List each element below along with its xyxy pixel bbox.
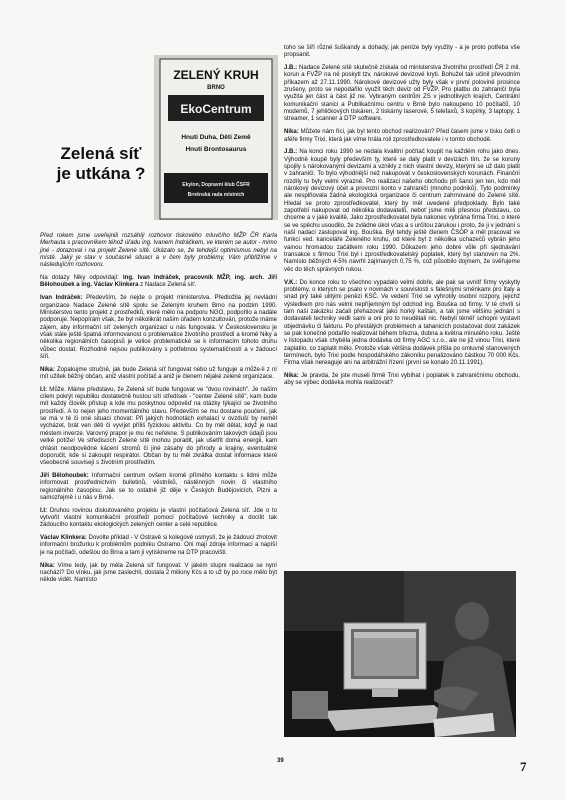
speaker: Václav Klinkera: (40, 535, 87, 542)
sign-line-5: Hnutí Brontosaurus (185, 146, 247, 153)
paragraph (40, 367, 277, 382)
page-number: 7 (520, 759, 527, 774)
paragraph-text: Můžete nám říci, jak byl tento obchod realizován? Před časem jsme v tisku četli o aféře firmy Trixi, která jak víme hrála roli zprostředkovatele i v tomto obchodě. (284, 129, 520, 143)
speaker: Nika: (284, 129, 299, 136)
paragraph-text: Na konci roku 1990 se nedala kvalitní počítač koupit na každém rohu jako dnes. Výhodně koupě byly především ty, které se daly platit v devizách tím, že se koruny spojily s nárokovanými devizami a vznikly z nich vlastní devizy, kterými se už dalo platit v zahraničí. To bylo výhodnější než nakupovat v československých korunách. Finanční rozdíly tu byly velmi výrazné. Pro realizaci našeho obchodu při šanci jen ten, kdo měl nárokový devizový účet a provozní konto v zahraničí (mnoho podniků). Tyto podmínky ale nesplňovala žádná ekologická organizace či centrum zahrnované do Zelené sítě. Hledal se proto zprostředkovatel, který by měl uvedené předpoklady. Bylo také zapotřebí nakupovat od několika dodavatelů, neboť jsme měli přesnou představu, co chceme a v jaké kvalitě. Jako zprostředkovatel byla nakonec vybrána firma Trixi, o které se ve spěchu usoudilo, že zvládne úkol včas a s určitou zárukou i proto, že ji v jednání s naší nadací zastupoval ing. Bouška. Byl tehdy ještě členem ČSOP a měl pracovat ve funkci ved. kanceláře Zeleného kruhu, od které byl z několika uchazečů vybrán jeho vainou hromadou začátkem roku 1990. Důkazem jeho dobré vůle při sjednávání transakce s firmou Trixi byl i zprostředkovatelský poplatek, který byl stanoven na 2%. Namísto běžných 4-5% navrhl zajímavých 0,75 %, což působilo dojmem, že svěřujeme věc do těch správných rukou. (284, 149, 520, 273)
speaker: J.B.: (284, 149, 298, 156)
paragraph-text: Do konce roku to všechno vypadalo velmi dobře, ale pak se uvnitř firmy vyskytly problémy, o kterých se psalo v novinách v souvislosti s falešnými směnkami pro Italy a snad prý také ulitými penězi KSČ. Ve vedení Trixi se vyhrotily osobní rozpory, jejichž výsledkem pro nás velmi nepříjemným byl odchod ing. Bouška od firmy. V té chvíli si tam naši zakázku začali přehazovat jako horký kaštan, a tak jsme většinu jednání s dodavateli techniky vedli sami a oni pro to neudělali nic. Nebyli téměř schopni vystavit objednávku či fakturu. Po přestálých problémech a tahanicích postačovat dost zakázek se pak konečně podařilo realizovat během března, dubna a května minulého roku. Ještě v listopadu však chyběla jedna dodávka od firmy AGC s.r.o., ale ne již vinou Trixi, které zaplatilo, co zaplatit mělo. Protože však většina dodávek přišla po smluvně stanovených termínech, bylo Trixi podle hospodářského zákoníku penalizováno částkou 70 000 Kčs. Firma však nereaguje ani na arbitrážní řízení (první se konalo 20.11.1991). (284, 279, 521, 367)
computer-photo-graphic (284, 571, 516, 737)
paragraph (284, 373, 520, 388)
paragraph (40, 508, 277, 530)
speaker: Jiří Bělohoubek: (40, 472, 89, 479)
sign-photo (154, 55, 278, 220)
speaker: I.I: (40, 507, 48, 514)
paragraph (40, 387, 277, 468)
participants-pre: Na dotazy Niky odpovídají: (40, 275, 119, 282)
speaker: Nika: (284, 373, 299, 380)
speaker: J.B.: (284, 65, 298, 72)
speaker: V.K.: (284, 279, 298, 286)
sign-line-2: BRNO (207, 85, 225, 91)
paragraph (40, 563, 277, 585)
sign-photo-graphic (154, 55, 278, 220)
paragraph-text: Především, že nejde o projekt ministerstva. Předložila jej nevládní organizace Nadace Zelené sítě spolu se Zeleným kruhem Brno na podzim 1990. Ministerstvo tento projekt z prostředků, které měło na podporu NGO, podpořilo a nadále podporuje. Nepopírám však, že byl několikrát našim úřadem konzultován, protože máme zájem, aby informační síť zelených organizací u nás fungovala. V Československu je však stále ještě špatná informovanost o problematice životního prostředí a kromě Niky a několika regionálních časopisů je velice problematické se k informacím tohoto druhu vůbec dostat. Rozhodně nejsou publikovány s potřebnou systematičností a v žádoucí šíři. (40, 295, 278, 360)
sign-line-7: Brněnská rada místních (187, 192, 245, 198)
sign-line-3: EkoCentrum (180, 102, 252, 116)
paragraph (40, 473, 277, 502)
participants-post: z Nadace Zelená síť. (140, 282, 197, 289)
article-intro: Před rokem jsme uveřejnili rozsáhlý rozhovor tiskového mluvčího MŽP ČR Karla Merhauta s pracovníkem téhož úřadu ing. Ivanem Indráčkem, ve kterém se autor - mimo jiné - dotazoval i na projekt Zelené sítě. Ukázalo se, že tehdejší optimismus nebyl na místě. Jaký je stav v současné situaci a v čem byly problémy, Vám přiblížíme v následujícím rozhovoru. (40, 233, 277, 269)
left-column (40, 233, 277, 590)
sign-line-1: ZELENÝ KRUH (173, 68, 259, 82)
paragraph-text: Může. Máme představu, že Zelená síť bude fungovat ve "dvou rovinách". Je naším cílem pokrýt republiku dostatečně hustou sítí středisek - "center Zelené sítě", kam bude mít každý člověk přístup a kde mu poskytnou odpověď na otázky týkající se životního prostředí. A to nejen jeho momentálního stavu. Především se mu dostane poučení, jak se má v té či oné situaci chovat: Při jakých hodnotách exhalací v ovzduší by neměl vycházet, brát ven děti či vyvíjet příliš fyzickou aktivitu. Co by měl dělat, když je nad městem inverze. Varovný prapor je mu nic neřekne. S publikováním takových údajů jsou velké potíže! Ve střediscích Zelené sítě mohou poradit, jak ušetřit doma energii, kam chlásit neodpovědné kácení stromů či jiné zásahy do přírody a krajiny, eventuálně doporučit, kde si zakoupit respirátor. Občan by tu měl zkrátka dostat informace které všeobecně souvisejí s životním prostředím. (40, 386, 277, 467)
folio-number: 39 (277, 758, 284, 764)
paragraph-text: Dovolte příklad - V Ostravě si kolegové usmyslí, že je žádoucí zhotovit informační brožurku k problémům podniku Ostramo. Oni mají zdroje informací a napíší je na počítači, odešlou do Brna a tam ji vytiskneme na DTP pracovišti. (40, 535, 277, 556)
participants (40, 275, 277, 290)
speaker: Nika: (40, 562, 55, 569)
paragraph (284, 65, 520, 124)
sign-line-6: Ekylon, Dopravní klub ČSFR (182, 182, 250, 188)
computer-photo (284, 571, 516, 737)
paragraph-text: toho se šíří různé šuškandy a dohady, jak peníze byly využity - a je proto potřeba vše propsanit. (284, 45, 520, 59)
paragraph-text: Informační centrum ovšem kromě přímého kontaktu s lidmi může informovat prostřednictvím bulletinů, věstníků, nástěnných novin či vlastního regionálního časopisu. Jak se to ostatně již děje v Českých Budějovicích, Plzni a samozřejmě i u nás v Brně. (40, 472, 277, 501)
right-column (284, 45, 520, 393)
paragraph-text: Nadace Zelené sítě skutečně získala od ministerstva životního prostředí ČR 2 mil. korun a FVŽP na ně poskytl tzv. nárokové devizové kryti. Bohužel tak učinil převodním příkazem až 27.11.1990. Nárokové devizové užty byly však v první polovině prosince zrušeny, proto se nepodařilo využít těch deviz od FVŽP. Pro platbu do zahraničí byla využita jen část a část již ne. Vybraným centrům ZS v jednotlivých krajích, Centrální komunikační stanici a Publikačnímu centru v Brně bylo nakoupeno 10 počítačů, 10 modemů, 7 jehličkových tiskáren, 2 tiskárny laserové, 5 telefaxů, 3 kopírky, 3 laptopy, 1 streamer, 1 scanner a DTP software. (284, 65, 520, 123)
paragraph-text: Druhou rovinou diskutovaného projektu je vlastní počítačová Zelená síť. Jde o to vytvořit vlastní komunikační prostředí pomocí počítačové techniky a docílit tak žádoucího kontaktu ekologických zelených center a celé republice. (40, 507, 277, 529)
paragraph (284, 129, 520, 144)
speaker: Ivan Indráček: (40, 295, 83, 302)
speaker: Nika: (40, 366, 55, 373)
sign-line-4: Hnutí Duha, Děti Země (181, 134, 251, 141)
speaker: I.I: (40, 386, 48, 393)
article-title (40, 144, 162, 184)
paragraph (284, 280, 520, 368)
paragraph (40, 535, 277, 557)
paragraph-text: Víme tedy, jak by měla Zelená síť fungovat. V jakém stupni realizace se nyní nachází? Do vínku, jak jsme zaslechli, dostala 2 miliony Kčs a to už by po roce měło být někde vidět. Namísto (40, 562, 277, 584)
paragraph-text: Zopakujme stručně, jak bude Zelená síť fungovat nebo už funguje a může-li z ní mít užitek běžný občan, aniž vlastní počítač a aniž je členem nějaké zelené organizace. (40, 366, 277, 381)
paragraph (40, 295, 277, 361)
paragraph (284, 45, 520, 60)
title-line-1: Zelená síť (60, 144, 142, 163)
title-line-2: je utkána ? (56, 164, 146, 183)
participants-names: Ing. Ivan Indráček, pracovník MŽP, ing. arch. Jiří Bělohoubek a ing. Václav Klinkera (40, 275, 278, 289)
paragraph (284, 149, 520, 274)
paragraph-text: Je pravda, že jste museli firmě Trixi vybíhat i poplatek k zahraničnímu obchodu, aby se výbec dodávka mohla realizovat? (284, 373, 520, 387)
